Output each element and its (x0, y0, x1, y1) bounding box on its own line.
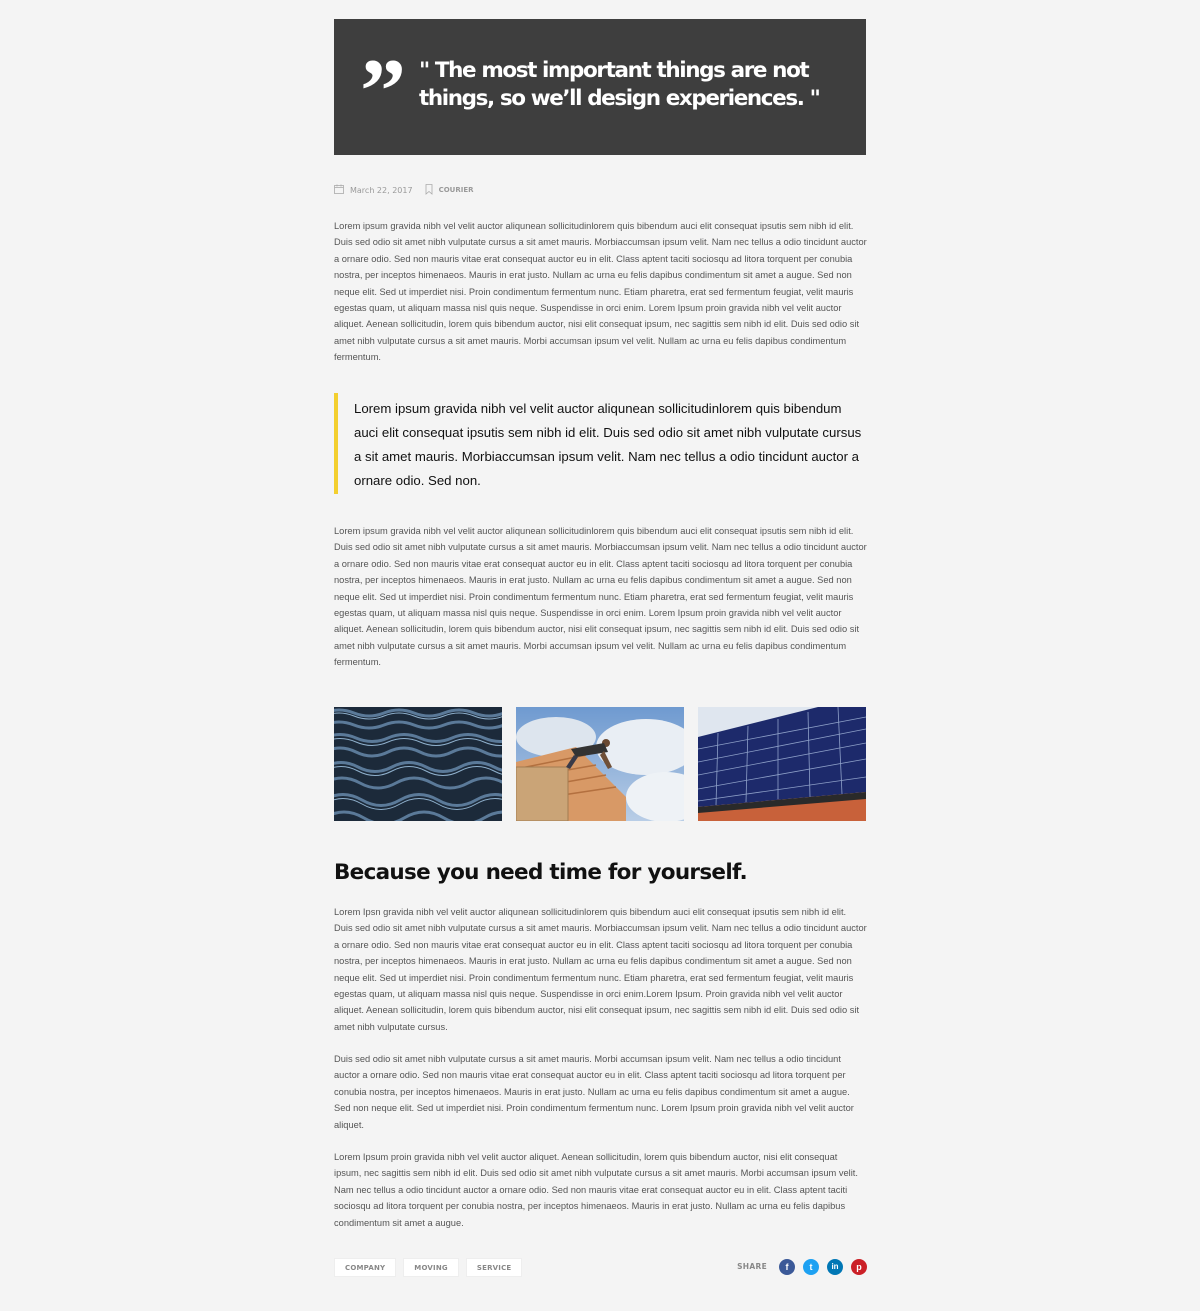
quote-text: " The most important things are not things, so we’ll design experiences. " (419, 58, 820, 111)
linkedin-icon[interactable]: in (827, 1259, 843, 1275)
image-gallery (334, 707, 867, 821)
section-heading: Because you need time for yourself. (334, 860, 747, 885)
body-paragraph: Lorem ipsum gravida nibh vel velit auctor aliqunean sollicitudinlorem quis bibendum auci elit consequat ipsutis sem nibh id elit. Duis sed odio sit amet nibh vulputate cursus a sit amet mauris. Morbiaccumsan ipsum velit. Nam nec tellus a odio tincidunt auctor a ornare odio. Sed non mauris vitae erat consequat auctor eu in elit. Class aptent taciti sociosqu ad litora torquent per conubia nostra, per inceptos himenaeos. Mauris in erat justo. Nullam ac urna eu felis dapibus condimentum sit amet a augue. Sed non neque elit. Sed ut imperdiet nisi. Proin condimentum fermentum nunc. Etiam pharetra, erat sed fermentum feugiat, velit mauris egestas quam, ut aliquam massa nisl quis neque. Suspendisse in orci enim. Lorem Ipsum proin gravida nibh vel velit auctor aliquet. Aenean sollicitudin, lorem quis bibendum auctor, nisi elit consequat ipsum, nec sagittis sem nibh id elit. Duis sed odio sit amet nibh vulputate cursus a sit amet mauris. Morbi accumsan ipsum vel velit. Nullam ac urna eu felis dapibus condimentum fermentum. (334, 526, 867, 668)
body-paragraph: Lorem Ipsn gravida nibh vel velit auctor aliqunean sollicitudinlorem quis bibendum auci elit consequat ipsutis sem nibh id elit. Duis sed odio sit amet nibh vulputate cursus a sit amet mauris. Morbiaccumsan ipsum velit. Nam nec tellus a odio tincidunt auctor a ornare odio. Sed non mauris vitae erat consequat auctor eu in elit. Class aptent taciti sociosqu ad litora torquent per conubia nostra, per inceptos himenaeos. Mauris in erat justo. Nullam ac urna eu felis dapibus condimentum sit amet a augue. Sed non neque elit. Sed ut imperdiet nisi. Proin condimentum fermentum nunc. Etiam pharetra, erat sed fermentum feugiat, velit mauris egestas quam, ut aliquam massa nisl quis neque. Suspendisse in orci enim.Lorem Ipsum. Proin gravida nibh vel velit auctor aliquet. Aenean sollicitudin, lorem quis bibendum auctor, nisi elit consequat ipsum, nec sagittis sem nibh id elit. Duis sed odio sit amet nibh vulputate cursus. (334, 907, 867, 1032)
tag-moving[interactable]: MOVING (403, 1258, 459, 1277)
highlight-blockquote: Lorem ipsum gravida nibh vel velit auctor aliqunean sollicitudinlorem quis bibendum auci elit consequat ipsutis sem nibh id elit. Duis sed odio sit amet nibh vulputate cursus a sit amet mauris. Morbiaccumsan ipsum velit. Nam nec tellus a odio tincidunt auctor a ornare odio. Sed non. (334, 393, 868, 494)
body-paragraph: Duis sed odio sit amet nibh vulputate cursus a sit amet mauris. Morbi accumsan ipsum velit. Nam nec tellus a odio tincidunt auctor a ornare odio. Sed non mauris vitae erat consequat auctor eu in elit. Class aptent taciti sociosqu ad litora torquent per conubia nostra, per inceptos himenaeos. Mauris in erat justo. Nullam ac urna eu felis dapibus condimentum sit amet a augue. Sed non neque elit. Sed ut imperdiet nisi. Proin condimentum fermentum nunc. Lorem Ipsum proin gravida nibh vel velit auctor aliquet. (334, 1054, 854, 1130)
quote-mark-icon: ” (360, 40, 400, 142)
pinterest-icon[interactable]: p (851, 1259, 867, 1275)
post-category[interactable] (425, 184, 474, 197)
solar-panels-image[interactable] (698, 707, 866, 821)
post-date (334, 184, 413, 196)
share-bar (737, 1258, 867, 1275)
post-date-label: March 22, 2017 (350, 185, 413, 195)
bookmark-icon (425, 184, 433, 197)
body-paragraph: Lorem ipsum gravida nibh vel velit auctor aliqunean sollicitudinlorem quis bibendum auci elit consequat ipsutis sem nibh id elit. Duis sed odio sit amet nibh vulputate cursus a sit amet mauris. Morbiaccumsan ipsum velit. Nam nec tellus a odio tincidunt auctor a ornare odio. Sed non mauris vitae erat consequat auctor eu in elit. Class aptent taciti sociosqu ad litora torquent per conubia nostra, per inceptos himenaeos. Mauris in erat justo. Nullam ac urna eu felis dapibus condimentum sit amet a augue. Sed non neque elit. Sed ut imperdiet nisi. Proin condimentum fermentum nunc. Etiam pharetra, erat sed fermentum feugiat, velit mauris egestas quam, ut aliquam massa nisl quis neque. Suspendisse in orci enim. Lorem Ipsum proin gravida nibh vel velit auctor aliquet. Aenean sollicitudin, lorem quis bibendum auctor, nisi elit consequat ipsum, nec sagittis sem nibh id elit. Duis sed odio sit amet nibh vulputate cursus a sit amet mauris. Morbi accumsan ipsum vel velit. Nullam ac urna eu felis dapibus condimentum fermentum. (334, 221, 867, 363)
tag-service[interactable]: SERVICE (466, 1258, 523, 1277)
twitter-icon[interactable]: t (803, 1259, 819, 1275)
body-paragraph: Lorem Ipsum proin gravida nibh vel velit auctor aliquet. Aenean sollicitudin, lorem quis bibendum auctor, nisi elit consequat ipsum, nec sagittis sem nibh id elit. Duis sed odio sit amet nibh vulputate cursus a sit amet mauris. Morbi accumsan ipsum velit. Nam nec tellus a odio tincidunt auctor a ornare odio. Sed non mauris vitae erat consequat auctor eu in elit. Class aptent taciti sociosqu ad litora torquent per conubia nostra, per inceptos himenaeos. Mauris in erat justo. Nullam ac urna eu felis dapibus condimentum sit amet a augue. (334, 1152, 858, 1228)
share-label: SHARE (737, 1262, 767, 1271)
tag-company[interactable]: COMPANY (334, 1258, 396, 1277)
calendar-icon (334, 184, 344, 196)
post-meta (334, 183, 486, 197)
quote-banner (334, 19, 866, 155)
facebook-icon[interactable]: f (779, 1259, 795, 1275)
roof-tiles-image[interactable] (334, 707, 502, 821)
roofer-worker-image[interactable] (516, 707, 684, 821)
tag-list (334, 1258, 522, 1277)
post-category-label[interactable]: COURIER (438, 186, 474, 194)
